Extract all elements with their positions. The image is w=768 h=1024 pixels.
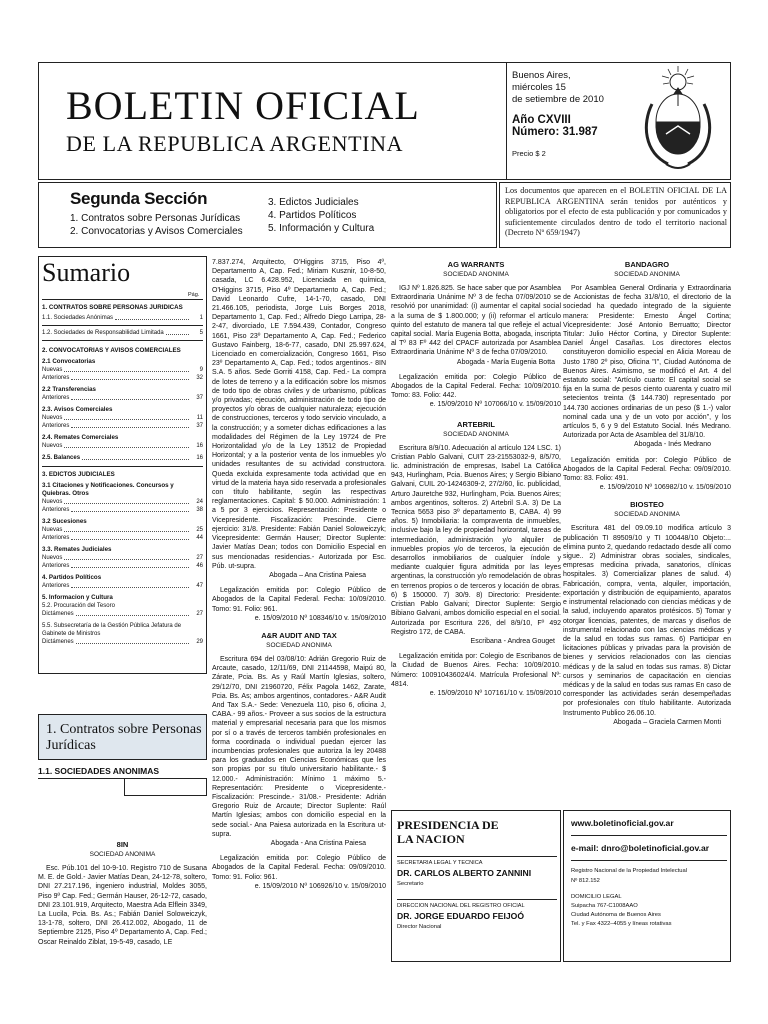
issue-price: Precio $ 2: [512, 149, 546, 158]
toc-line[interactable]: 1.1. Sociedades Anónimas 1: [42, 315, 203, 321]
notice-legal: Legalización emitida por: Colegio Público de Abogados de la Capital Federal. Fecha: 10/09/2010. Tomo: 83. Folio: 442.: [391, 373, 561, 400]
column-1: [38, 836, 207, 947]
issue-info: [512, 70, 604, 160]
notice-text: Escritura 694 del 03/08/10: Adrián Gregorio Ruiz de Arcaute, casado, 12/11/69, DNI 21144598, Maipú 80, Zárate, Pcia. Bs. As y Raúl Martín Iglesias, soltero, 29/12/70, DNI 21960720, Félix Pagola 1462, Zarate, Pcia. Bs. As; ambos argentinos, contadores.- A&R Audit And Tax S.A.- Sede: Venezuela 110, piso 6, oficina J, CABA.- 99 años.- Proveer a sus socios de la estructura material y empresarial necesaria para que los mismos por sí o a través de terceros también profesionales en forma coordinada o individual puedan ejercer las incumbencias profesionales que autoriza la ley 20488 para los graduados en Ciencias Económicas que les son propias por su título universitario habilitante.- $ 12.000.- Administración: Mínimo 1 máximo 5.- Representación: Presidente o Vicepresidente.- Fiscalización: Prescinde.- 31/08.- Presidente: Adrián Gregorio Ruiz de Arcaute; Director Suplente: Raúl Martín Iglesias; ambos con domicilio especial en la sede social.- Ana Paiesa autorizada en la Escritura ut-supra.: [212, 655, 386, 838]
sumario-list: [42, 301, 203, 646]
presidencia-sec1-name: DR. CARLOS ALBERTO ZANNINI: [397, 868, 532, 878]
notice-type: SOCIEDAD ANONIMA: [443, 271, 509, 278]
contact-address1: Suipacha 767-C1008AAO: [571, 903, 638, 909]
toc-heading: 3. EDICTOS JUDICIALES: [42, 471, 115, 478]
notice-text: Escritura 481 del 09.09.10 modifica artículo 3 publicación TI 89509/10 y TI 100448/10 Objeto:... elimina punto 2, quedando redactado desde allí como sigue.. 2) Administrar obras sociales, sindicales, empresas medicina privada, sanatorios, clínicas hospitales. 3) Comercializar planes de salud. 4) Fabricación, compra, venta, alquiler, importación, exportación y distribución de equipamiento, aparatos e instrumental relacionado con ciencias médicas y de la salud, incluyendo aparatos protésicos. 5) Tomar y otorgar licencias, patentes, de marcas y diseños de instrumental relacionado con las ciencias médicas y de la salud en todas sus ramas. 6) Participar en licitaciones públicas y privadas para la provisión de bienes y servicios relacionados con las ciencias médicas y de la salud en todas sus ramas. 8) Dictar cursos y seminarios de capacitación en ciencias médicas y de la salud en todas sus ramas En caso de corresponder las actividades serán desempeñadas por profesionales con título habilitante. Autorizada Instrumento Publico 26.06.10.: [563, 525, 731, 717]
contact-web-link[interactable]: www.boletinoficial.gov.ar: [571, 818, 674, 828]
column-2: [212, 258, 386, 891]
notice-type: SOCIEDAD ANONIMA: [614, 511, 680, 519]
masthead-subtitle: DE LA REPUBLICA ARGENTINA: [66, 131, 404, 156]
toc-line[interactable]: Nuevos 24: [42, 499, 203, 505]
notice-text: Por Asamblea General Ordinaria y Extraordinaria de Accionistas de fecha 31/8/10, el directorio de la sociedad ha quedado integrado de la siguiente manera: Presidente: Ernesto Ángel Cortina; Vicepresidente: José Antonio Berruatto; Director Titular: Julio Héctor Cortina, y Director Suplente: Daniel Ángel Casañas. Los directores electos constituyeron domicilio especial en Alicia Moreau de Justo 1780 2º piso, Oficina "I", Ciudad Autónoma de Buenos Aires. Asimismo, se modificó el Art. 4 del estatuto social: "Artículo cuarto: El capital social se fija en la suma de pesos ciento cuarenta y cuatro mil setecientos treinta ($ 144.730) representado por 144.730 acciones ordinarias de un peso ($ 1.-) valor nominal cada una y de un voto por acción", y los artículos 5, 6 y 9 del Estatuto Social. Inés Medrano. Autorizada por Acta de Asamblea del 31/8/10.: [563, 285, 731, 440]
notice-company: ARTEBRIL: [457, 419, 495, 429]
toc-line[interactable]: Nuevas 25: [42, 527, 203, 533]
presidencia-sec1-role: Secretario: [397, 881, 424, 887]
toc-line[interactable]: Nuevos 11: [42, 415, 203, 421]
toc-line[interactable]: Anteriores 46: [42, 563, 203, 569]
toc-line[interactable]: 1.2. Sociedades de Responsabilidad Limitada 5: [42, 330, 203, 336]
column-3: [391, 256, 561, 698]
notice-legal: Legalización emitida por: Colegio Público de Abogados de la Capital Federal. Fecha: 09/09/2010. Tomo: 83. Folio: 491.: [563, 456, 731, 483]
notice-signature: Abogada – Ana Cristina Paiesa: [269, 571, 366, 579]
issue-date: de setiembre de 2010: [512, 94, 604, 105]
notice-type: SOCIEDAD ANONIMA: [266, 641, 332, 649]
toc-line[interactable]: Anteriores 37: [42, 395, 203, 401]
notice-ref: e. 15/09/2010 Nº 106982/10 v. 15/09/2010: [599, 484, 731, 492]
contact-registro: Registro Nacional de la Propiedad Intelectual: [571, 868, 688, 874]
toc-subheading: 4. Partidos Políticos: [42, 574, 102, 581]
toc-subheading: 5.2. Procuración del Tesoro: [42, 603, 115, 609]
toc-line[interactable]: Nuevas 9: [42, 367, 203, 373]
toc-subheading: 2.2 Transferencias: [42, 386, 97, 393]
toc-line[interactable]: Anteriores 44: [42, 535, 203, 541]
contact: [571, 818, 727, 927]
notice-text: 7.837.274, Arquitecto, O'Higgins 3715, Piso 4º, Departamento A, Cap. Fed.; Miriam Kusznir, 10-8-50, casada, LC 6.428.952, Licenciada en química, O'Higgins 3715, Piso 4º Departamento A, Cap. Fed.; David Leonardo Cufre, 14-1-70, casado, DNI 21.466.105, periodista, Jorge Luis Borges 2018, Departamento 1, Cap. Fed.; Alfredo Diego Larripa, 28-2-47, divorciado, LE 7.594.439, Contador, Congreso 1661, Piso 23º Departamento A, Cap. Fed.; Federico Gustavo Fainberg, 18-6-77, casado, DNI 25.997.624, Licenciado en comercialización, Congreso 1661, Piso 23º Departamento A, Cap. Fed.; todos argentinos.- 8IN S.A. 5 años. Sede Gorriti 4158, Cap. Fed.- La compra de lotes de terreno y a la edificación sobre los mismos de todo tipo de obras civiles y de urbanismo, públicas y/o privadas; ejecución, administración de todo tipo de proyectos y/o obras de cualquier naturaleza; ejecución de construcciones, terceros y todo servicio vinculado, a la construcción; y a someter dichas edificaciones a las modalidades del Régimen de la Ley 19724 de Pre Horizontalidad y/o de la Ley 13512 de Propiedad Horizontal; y a la posterior venta de los inmuebles y/o unidades resultantes de su actividad constructora. Queda excluida expresamente toda actividad que en virtud de la materia haya sido reservada a profesionales con título habilitante, según las respectivas reglamentaciones. Capital: $ 50.000. Administración: 1 a 5 por 3 ejercicios. Representación: Presidente o Vicepresidente. Fiscalización: Prescinde. Cierre ejercicio: 31/8. Presidente: Fabián Daniel Soloweiczyk; Vicepresidente: Germán Hauser; Director Suplente: Javier Matías Dean; todos con Domicilio Especial en sus mencionadas residencias.- Autorizada por Esc. Púb. ut-supra.: [212, 259, 386, 570]
section-item: 4. Partidos Políticos: [268, 210, 357, 221]
notice-type: SOCIEDAD ANONIMA: [443, 430, 509, 438]
notice-company: 8IN: [116, 840, 129, 849]
issue-city: Buenos Aires,: [512, 70, 571, 81]
contact-domicilio-label: DOMICILIO LEGAL: [571, 894, 622, 900]
notice-type: SOCIEDAD ANONIMA: [89, 851, 156, 858]
toc-subheading: 5. Informacion y Cultura: [42, 594, 113, 601]
toc-subheading: 2.4. Remates Comerciales: [42, 434, 119, 441]
toc-subheading: 5.5. Subsecretaría de la Gestión Pública Jefatura de Gabinete de Ministros: [42, 623, 182, 637]
notice-text: IGJ Nº 1.826.825. Se hace saber que por Asamblea Extraordinaria Unánime Nº 3 de fecha 07/09/2010 se resolvió por unanimidad: (i) aumentar el capital social a la suma de $ 1.800.000; y (ii) reformar el artículo quinto del estatuto de manera tal que refleje el actual capital social. María Eugenia Botta, abogada, inscripta al Tº 83 Fº 442 del CPACF autorizada por Asamblea Extraordinaria Unánime Nº 3 de fecha 07/09/2010.: [391, 285, 561, 357]
sumario-title: Sumario: [42, 258, 131, 287]
contact-phone: Tel. y Fax 4322–4055 y líneas rotativas: [571, 921, 672, 927]
notice-type: SOCIEDAD ANONIMA: [614, 271, 680, 278]
toc-subheading: 3.1 Citaciones y Notificaciones. Concursos y Quiebras. Otros: [42, 482, 174, 497]
toc-line[interactable]: Dictámenes 29: [42, 639, 203, 645]
toc-subheading: 2.3. Avisos Comerciales: [42, 406, 113, 413]
notice-text: Esc. Púb.101 del 10-9-10. Registro 710 de Susana M. E. de Gold.- Javier Matías Dean, 24-12-78, soltero, DNI 27.217.196, ingeniero industrial, Moldes 3055, Piso 9º Cap. Fed.; Germán Hauser, 26-12-72, casado, DNI 23.101.919, Arquitecto, Maestra Ada Elflein 3349, La Lucila, Pcia. Bs. As.; Fabián Daniel Soloweiczyk, 13-1-78, soltero, DNI 26.412.002, Abogado, 11 de Septiembre 2125, Piso 4º Departamento A, Cap. Fed.; Oscar Reinaldo Ziblat, 19-5-49, casado, LE: [38, 865, 207, 946]
contact-address2: Ciudad Autónoma de Buenos Aires: [571, 912, 661, 918]
section-items-left: [70, 212, 243, 238]
toc-line[interactable]: Anteriores 32: [42, 375, 203, 381]
masthead-title: BOLETIN OFICIAL: [66, 83, 420, 128]
sumario-pag-label: Pág.: [188, 292, 200, 298]
contact-registro-num: Nº 812.152: [571, 878, 600, 884]
toc-subheading: 3.2 Sucesiones: [42, 518, 87, 525]
notice-ref: e. 15/09/2010 Nº 108346/10 v. 15/09/2010: [254, 614, 386, 622]
section1-sub: 1.1. SOCIEDADES ANONIMAS: [38, 766, 160, 776]
section-item: 2. Convocatorias y Avisos Comerciales: [70, 226, 243, 237]
section-item: 3. Edictos Judiciales: [268, 197, 359, 208]
notice-signature: Abogada - Ana Cristina Paiesa: [270, 839, 366, 847]
coat-of-arms-icon: [632, 64, 724, 176]
notice-text: Escritura 8/9/10. Adecuación al artículo 124 LSC. 1) Cristian Pablo Galvani, CUIT 23-21553032-9, 8/5/70, lic. administración de empresas, Isabel La Católica 943, Hurlingham, Pcia. Buenos Aires; y Sergio Bibiano Galvani, CUIL 20-14246309-2, 27/2/60, lic. publicidad, Arturo Jauretche 932, Hurlingham, Pcia. Buenos Aires; ambos argentinos, solteros. 2) Artebril S.A. 3) De La Tecnica 5653 piso 3º departamento B, CABA. 4) 99 años. 5) Inmobiliaria: la compraventa de inmuebles, inclusive bajo la ley de propiedad horizontal, tareas de intermediación, administración y/o alquiler de inmuebles propios y/o de terceros, la ejecución de desarrollos inmobiliarios de cualquier índole y mediante cualquier figura admitida por las leyes argentinas, la construcción y/o remodelación de obras en terrenos propios o de terceros y locación de obras. 6) $ 150000. 7) 30/9. 8) Directorio: Presidente: Cristian Pablo Galvani; Director Suplente: Sergio Bibiano Galvani, ambos domicilio especial en el social. Autorizada por Escritura 226, del 8/9/10, Fº 492 Registro 172, de CABA.: [391, 444, 561, 636]
notice-company: A&R AUDIT AND TAX: [261, 630, 337, 640]
notice-legal: Legalización emitida por: Colegio Público de Abogados de la Capital Federal. Fecha: 10/09/2010. Tomo: 91. Folio: 961.: [212, 587, 386, 613]
presidencia-sec1-label: SECRETARIA LEGAL Y TECNICA: [397, 860, 483, 866]
toc-subheading: 2.1 Convocatorias: [42, 358, 96, 365]
notice-ref: e. 15/09/2010 Nº 107161/10 v. 15/09/2010: [429, 689, 561, 697]
presidencia: [397, 818, 557, 930]
notice-company: AG WARRANTS: [447, 260, 505, 269]
issue-day: miércoles 15: [512, 82, 566, 93]
notice-ref: e. 15/09/2010 Nº 107066/10 v. 15/09/2010: [429, 401, 561, 409]
notice-ref: e. 15/09/2010 Nº 106926/10 v. 15/09/2010: [254, 882, 386, 890]
notice-signature: Abogada - María Eugenia Botta: [456, 358, 555, 366]
section1-empty-box: [124, 778, 207, 796]
toc-line[interactable]: Anteriores 38: [42, 507, 203, 513]
toc-heading: 1. CONTRATOS SOBRE PERSONAS JURIDICAS: [42, 304, 183, 311]
presidencia-sec2-role: Director Nacional: [397, 924, 442, 930]
notice-legal: Legalización emitida por: Colegio Público de Abogados de la Capital Federal. Fecha: 09/09/2010. Tomo: 91. Folio: 961.: [212, 855, 386, 881]
masthead-divider: [506, 62, 507, 180]
toc-line[interactable]: Anteriores 37: [42, 423, 203, 429]
section1-heading: 1. Contratos sobre Personas Jurídicas: [46, 722, 202, 753]
notice-company: BIOSTEO: [630, 500, 664, 510]
sumario-rule: [42, 299, 203, 300]
contact-email-link[interactable]: e-mail: dnro@boletinoficial.gov.ar: [571, 843, 710, 853]
toc-subheading: 3.3. Remates Judiciales: [42, 546, 112, 553]
presidencia-sec2-label: DIRECCION NACIONAL DEL REGISTRO OFICIAL: [397, 903, 525, 909]
toc-line[interactable]: Nuevos 27: [42, 555, 203, 561]
notice-legal: Legalización emitida por: Colegio de Escribanos de la Ciudad de Buenos Aires. Fecha: 10/09/2010. Número: 100910436024/4. Matrícula Profesional Nº: 4814.: [391, 653, 561, 688]
column-4: [563, 256, 731, 727]
notice-signature: Abogada – Graciela Carmen Monti: [613, 718, 721, 726]
notice-signature: Abogada - Inés Medrano: [633, 441, 711, 449]
legal-notice: Los documentos que aparecen en el BOLETIN OFICIAL DE LA REPUBLICA ARGENTINA serán tenidos por auténticos y obligatorios por el efecto de esta publicación y por comunicados y suficientemente circulados dentro de todo el territorio nacional (Decreto Nº 659/1947): [505, 186, 727, 238]
toc-heading: 2. CONVOCATORIAS Y AVISOS COMERCIALES: [42, 347, 181, 354]
section-item: 1. Contratos sobre Personas Jurídicas: [70, 213, 241, 224]
notice-signature: Escribana - Andrea Gouget: [470, 637, 555, 645]
issue-year: Año CXVIII: [512, 114, 571, 126]
toc-line[interactable]: Dictámenes 27: [42, 611, 203, 617]
presidencia-sec2-name: DR. JORGE EDUARDO FEIJOÓ: [397, 911, 525, 921]
presidencia-title: PRESIDENCIA DE LA NACION: [397, 818, 499, 846]
section-item: 5. Información y Cultura: [268, 223, 375, 234]
section-title: Segunda Sección: [70, 189, 208, 208]
notice-company: BANDAGRO: [624, 260, 670, 269]
toc-line[interactable]: 2.5. Balances 16: [42, 455, 203, 461]
issue-number: Número: 31.987: [512, 126, 598, 138]
toc-line[interactable]: Anteriores 47: [42, 583, 203, 589]
toc-line[interactable]: Nuevos 16: [42, 443, 203, 449]
section-items-right: [268, 196, 374, 235]
